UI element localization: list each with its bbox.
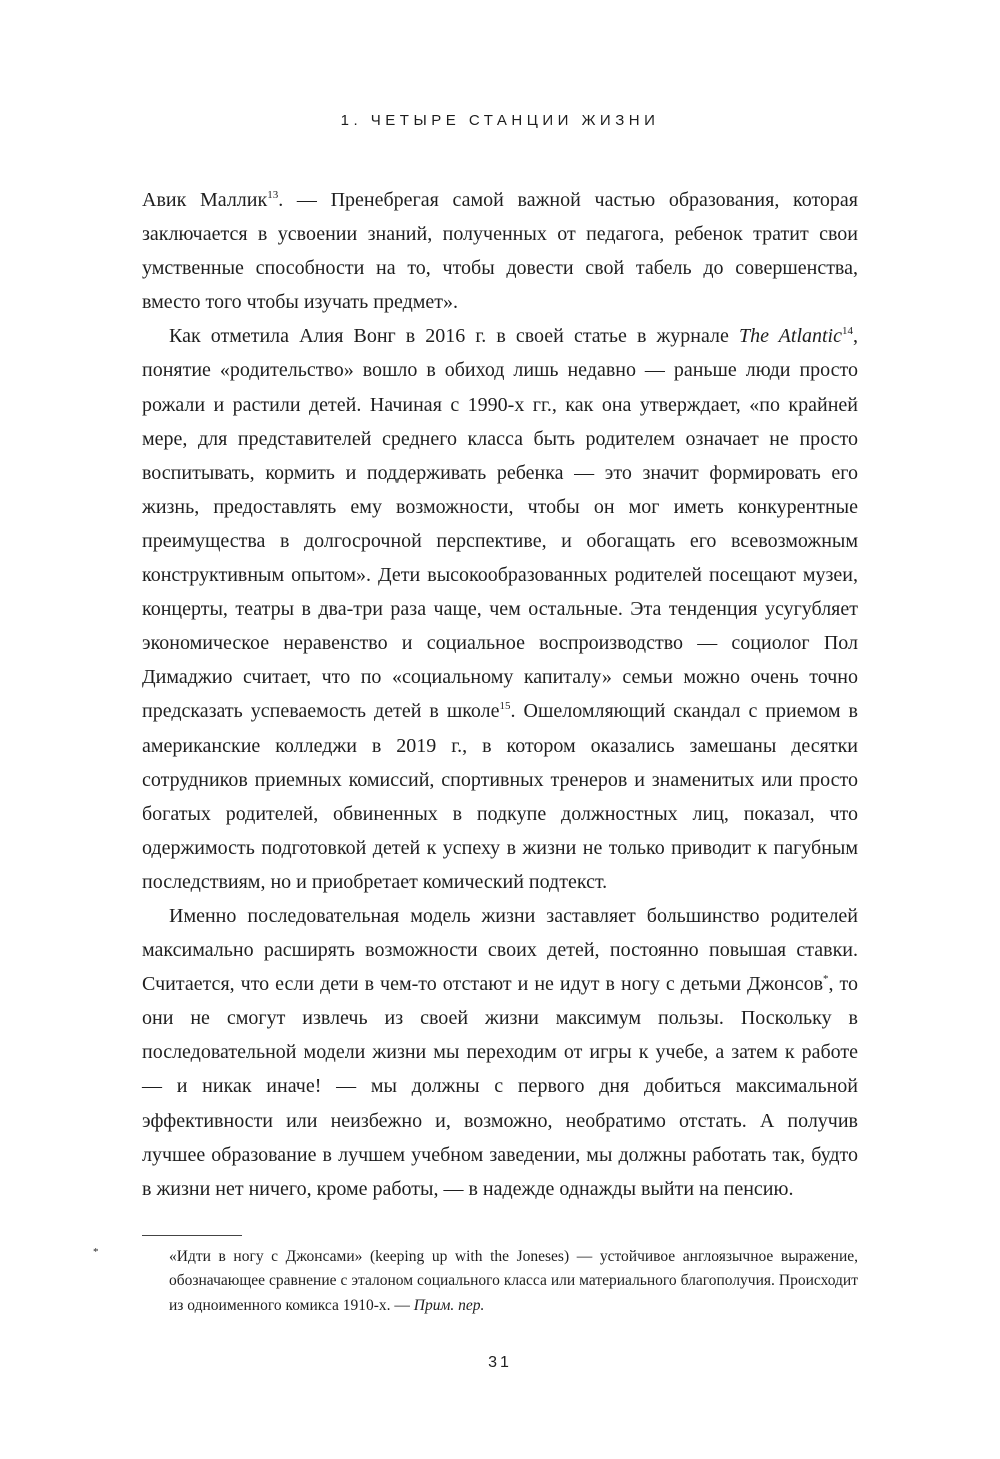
translator-note-label: Прим. пер. <box>413 1296 485 1314</box>
paragraph-2 <box>142 319 858 899</box>
paragraph-2-text-a: Как отметила Алия Вонг в 2016 г. в своей статье в журнале <box>169 325 739 348</box>
paragraph-3 <box>142 899 858 1206</box>
footnote-body: «Идти в ногу с Джонсами» (keeping up with the Joneses) — устойчивое англоязычное выражение, обозначающее сравнение с эталоном социального класса или материального благополучия. Происходит из одноименного комикса 1910-х. — <box>169 1248 858 1314</box>
endnote-ref-15[interactable]: 15 <box>499 700 511 713</box>
paragraph-1-text-a: Авик Маллик <box>142 189 268 211</box>
footnote-divider <box>142 1235 242 1236</box>
page-number: 31 <box>488 1354 512 1371</box>
footnote-mark: * <box>93 1246 99 1258</box>
endnote-ref-13[interactable]: 13 <box>267 189 279 201</box>
footnote-text <box>142 1245 858 1318</box>
paragraph-3-text-b: , то они не смогут извлечь из своей жизни максимум пользы. Поскольку в последовательной модели жизни мы переходим от игры к учебе, а затем к работе — и никак иначе! — мы должны с первого дня добиться максимальной эффективности или неизбежно и, возможно, необратимо отстать. А получив лучшее образование в лучшем учебном заведении, мы должны работать так, будто в жизни нет ничего, кроме работы, — в надежде однажды выйти на пенсию. <box>142 973 858 1200</box>
footnote-ref-asterisk[interactable]: * <box>823 973 829 986</box>
paragraph-3-text-a: Именно последовательная модель жизни заставляет большинство родителей максимально расширять возможности своих детей, постоянно повышая ставки. Считается, что если дети в чем-то отстают и не идут в ногу с детьми Джонсов <box>142 904 858 996</box>
paragraph-1 <box>142 183 858 319</box>
paragraph-2-text-b: , понятие «родительство» вошло в обиход лишь недавно — раньше люди просто рожали и растили детей. Начиная с 1990-х гг., как она утверждает, «по крайней мере, для представителей среднего класса быть родителем означает не просто воспитывать, кормить и поддерживать ребенка — это значит формировать его жизнь, предоставлять ему возможности, чтобы он мог иметь конкурентные преимущества в долгосрочной перспективе, и обогащать его всевозможным конструктивным опытом». Дети высокообразованных родителей посещают музеи, концерты, театры в два-три раза чаще, чем остальные. Эта тенденция усугубляет экономическое неравенство и социальное воспроизводство — социолог Пол Димаджио считает, что по «социальному капиталу» семьи можно очень точно предсказать успеваемость детей в школе <box>142 325 858 723</box>
endnote-ref-14[interactable]: 14 <box>842 325 853 338</box>
footnote <box>93 1245 858 1318</box>
journal-name: The Atlantic <box>738 325 842 348</box>
paragraph-2-text-c: . Ошеломляющий скандал с приемом в американские колледжи в 2019 г., в котором оказались замешаны десятки сотрудников приемных комиссий, спортивных тренеров и знаменитых или просто богатых родителей, обвиненных в подкупе должностных лиц, показал, что одержимость подготовкой детей к успеху в жизни не только приводит к пагубным последствиям, но и приобретает комический подтекст. <box>142 700 858 893</box>
main-text <box>142 183 858 1206</box>
paragraph-1-text-b: . — Пренебрегая самой важной частью образования, которая заключается в усвоении знаний, полученных от педагога, ребенок тратит свои умственные способности на то, чтобы довести свой табель до совершенства, вместо того чтобы изучать предмет». <box>142 189 858 314</box>
chapter-title: 1. ЧЕТЫРЕ СТАНЦИИ ЖИЗНИ <box>340 112 660 129</box>
running-header <box>0 112 1000 129</box>
